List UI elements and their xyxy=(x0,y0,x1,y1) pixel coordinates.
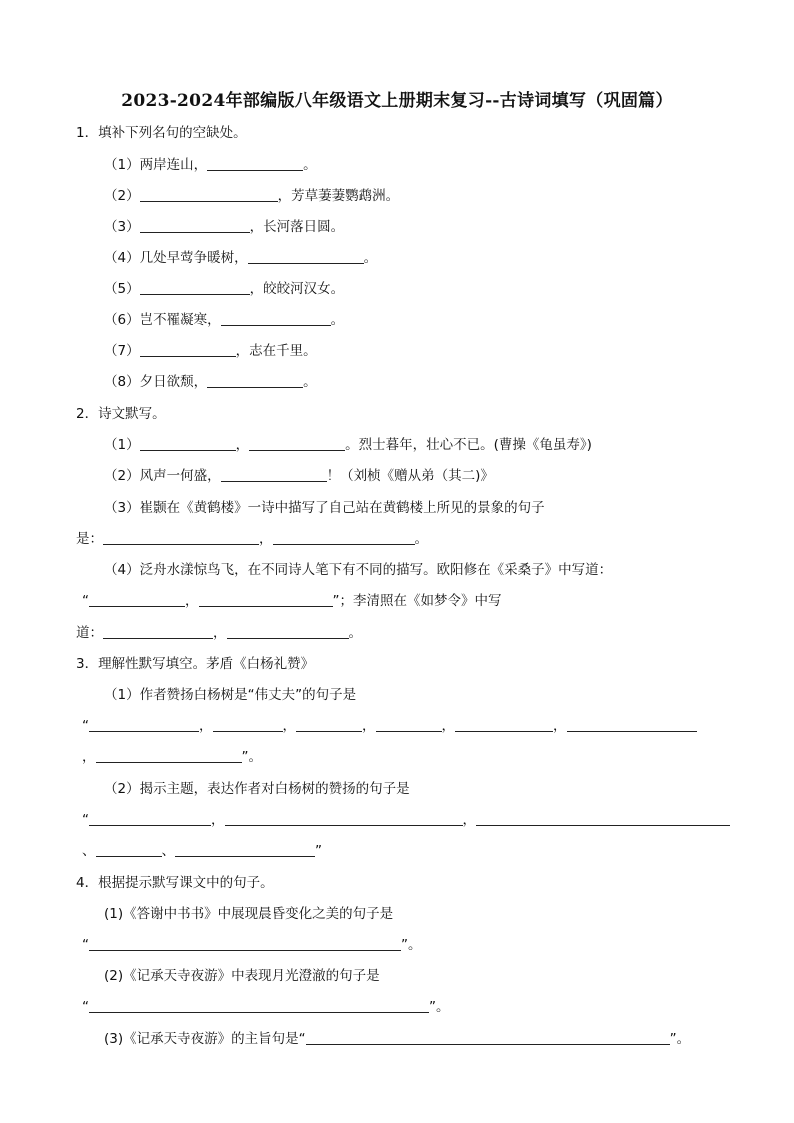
q1-item-6-suffix: 。 xyxy=(330,312,345,328)
q2-line-4 xyxy=(76,530,428,548)
q2-line-2-suffix: ！（刘桢《赠从弟（其二)》 xyxy=(326,468,494,484)
enumeration-comma: 、 xyxy=(161,843,175,859)
q4-prompt-3 xyxy=(104,1030,690,1048)
answer-blank[interactable] xyxy=(225,811,463,826)
answer-blank[interactable] xyxy=(227,624,349,639)
comma: ， xyxy=(553,718,567,734)
q1-item-4-prefix: （4）几处早莺争暖树， xyxy=(104,250,248,266)
q2-line-1-suffix: 。烈士暮年，壮心不已。(曹操《龟虽寿》) xyxy=(345,437,592,453)
answer-blank[interactable] xyxy=(175,842,315,857)
answer-blank[interactable] xyxy=(207,373,303,388)
q2-line-1-prefix: （1） xyxy=(104,437,140,453)
comma: ， xyxy=(282,718,296,734)
answer-blank[interactable] xyxy=(140,342,236,357)
q2-line-4-suffix: 。 xyxy=(414,531,428,547)
q1-item-7 xyxy=(104,342,317,360)
answer-blank[interactable] xyxy=(376,717,442,732)
q1-item-4-suffix: 。 xyxy=(363,250,378,266)
answer-blank[interactable] xyxy=(89,811,211,826)
answer-blank[interactable] xyxy=(96,842,162,857)
q3-answer-line-1 xyxy=(82,717,697,735)
open-quote: “ xyxy=(82,718,89,734)
q1-item-2-prefix: （2） xyxy=(104,188,140,204)
q1-item-5-suffix: ，皎皎河汉女。 xyxy=(249,281,345,297)
answer-blank[interactable] xyxy=(140,187,278,202)
q3-answer-line-2 xyxy=(82,748,262,766)
comma: ， xyxy=(362,718,376,734)
answer-blank[interactable] xyxy=(213,717,283,732)
open-quote: “ xyxy=(82,937,89,953)
q4-prompt-2: (2)《记承天寺夜游》中表现月光澄澈的句子是 xyxy=(104,968,380,984)
comma: ， xyxy=(211,812,225,828)
close-quote: ”。 xyxy=(401,937,422,953)
q3-prompt-1: （1）作者赞扬白杨树是“伟丈夫”的句子是 xyxy=(104,687,357,703)
q1-item-1-suffix: 。 xyxy=(303,157,317,173)
comma: ， xyxy=(82,749,96,765)
q1-item-7-prefix: （7） xyxy=(104,343,140,359)
enumeration-comma: 、 xyxy=(82,843,96,859)
q2-line-2-prefix: （2）风声一何盛， xyxy=(104,468,221,484)
q1-item-8-suffix: 。 xyxy=(303,374,317,390)
comma: ， xyxy=(462,812,476,828)
q2-line-7-comma: ， xyxy=(213,625,227,641)
answer-blank[interactable] xyxy=(89,592,185,607)
q2-line-4-comma: ， xyxy=(259,531,273,547)
q2-line-7-suffix: 。 xyxy=(348,625,362,641)
q2-line-6-suffix: ”；李清照在《如梦令》中写 xyxy=(332,593,502,609)
q2-line-6-comma: ， xyxy=(185,593,199,609)
q1-item-6 xyxy=(104,311,344,329)
question-4-heading: 4．根据提示默写课文中的句子。 xyxy=(76,875,274,891)
close-quote: ” xyxy=(315,843,322,859)
q1-item-5-prefix: （5） xyxy=(104,281,140,297)
q2-line-1-comma: ， xyxy=(235,437,250,453)
answer-blank[interactable] xyxy=(140,280,250,295)
answer-blank[interactable] xyxy=(207,156,303,171)
answer-blank[interactable] xyxy=(248,249,364,264)
close-quote: ”。 xyxy=(241,749,262,765)
answer-blank[interactable] xyxy=(221,467,327,482)
q2-line-4-prefix: 是： xyxy=(76,531,103,547)
q2-line-7-prefix: 道： xyxy=(76,625,103,641)
question-1-heading: 1．填补下列名句的空缺处。 xyxy=(76,125,247,141)
q1-item-3-suffix: ，长河落日圆。 xyxy=(249,219,345,235)
q1-item-6-prefix: （6）岂不罹凝寒， xyxy=(104,312,221,328)
q3-prompt-2: （2）揭示主题，表达作者对白杨树的赞扬的句子是 xyxy=(104,781,410,797)
q4-answer-line-1 xyxy=(82,936,422,954)
q1-item-1-prefix: （1）两岸连山， xyxy=(104,157,208,173)
q4-prompt-3-text: (3)《记承天寺夜游》的主旨句是“ xyxy=(104,1031,306,1047)
answer-blank[interactable] xyxy=(221,311,331,326)
close-quote: ”。 xyxy=(669,1031,691,1047)
q2-line-1 xyxy=(104,436,592,454)
q1-item-3 xyxy=(104,218,344,236)
q3-answer-line-4 xyxy=(82,842,322,860)
question-3-heading: 3．理解性默写填空。茅盾《白杨礼赞》 xyxy=(76,656,315,672)
q4-answer-line-2 xyxy=(82,998,450,1016)
answer-blank[interactable] xyxy=(96,748,242,763)
q1-item-3-prefix: （3） xyxy=(104,219,140,235)
answer-blank[interactable] xyxy=(140,218,250,233)
q2-line-6-open-quote: “ xyxy=(82,593,89,609)
answer-blank[interactable] xyxy=(89,936,401,951)
q1-item-7-suffix: ，志在千里。 xyxy=(235,343,317,359)
page-title: 2023-2024年部编版八年级语文上册期末复习--古诗词填写（巩固篇） xyxy=(121,91,673,111)
open-quote: “ xyxy=(82,999,89,1015)
q2-line-3: （3）崔颢在《黄鹤楼》一诗中描写了自己站在黄鹤楼上所见的景象的句子 xyxy=(104,500,545,516)
answer-blank[interactable] xyxy=(103,530,259,545)
q4-prompt-1: (1)《答谢中书书》中展现晨昏变化之美的句子是 xyxy=(104,906,394,922)
q1-item-4 xyxy=(104,249,377,267)
answer-blank[interactable] xyxy=(89,998,429,1013)
q1-item-2-suffix: ，芳草萋萋鹦鹉洲。 xyxy=(277,188,400,204)
q2-line-2 xyxy=(104,467,494,485)
close-quote: ”。 xyxy=(429,999,450,1015)
q2-line-6 xyxy=(82,592,502,610)
answer-blank[interactable] xyxy=(476,811,730,826)
open-quote: “ xyxy=(82,812,89,828)
q1-item-5 xyxy=(104,280,344,298)
q1-item-1 xyxy=(104,156,317,174)
q3-answer-line-3 xyxy=(82,811,730,829)
answer-blank[interactable] xyxy=(273,530,415,545)
comma: ， xyxy=(441,718,455,734)
answer-blank[interactable] xyxy=(306,1030,670,1045)
question-2-heading: 2．诗文默写。 xyxy=(76,406,166,422)
q2-line-5: （4）泛舟水漾惊鸟飞，在不同诗人笔下有不同的描写。欧阳修在《采桑子》中写道： xyxy=(104,562,613,578)
q1-item-8 xyxy=(104,373,317,391)
answer-blank[interactable] xyxy=(199,592,333,607)
q1-item-2 xyxy=(104,187,399,205)
answer-blank[interactable] xyxy=(249,436,345,451)
answer-blank[interactable] xyxy=(567,717,697,732)
q1-item-8-prefix: （8）夕日欲颓， xyxy=(104,374,208,390)
answer-blank[interactable] xyxy=(140,436,236,451)
q2-line-7 xyxy=(76,624,362,642)
answer-blank[interactable] xyxy=(296,717,362,732)
comma: ， xyxy=(199,718,213,734)
answer-blank[interactable] xyxy=(455,717,553,732)
answer-blank[interactable] xyxy=(89,717,199,732)
answer-blank[interactable] xyxy=(103,624,213,639)
